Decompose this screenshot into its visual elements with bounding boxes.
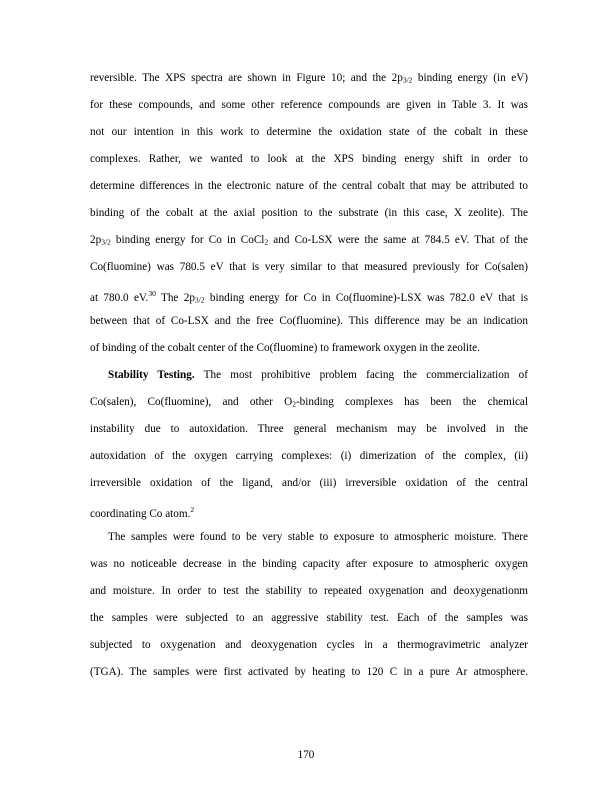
body-text-line [90,233,528,250]
body-text-line: of binding of the cobalt center of the Co(fluomine) to framework oxygen in the zeolite. [90,342,480,354]
text-run: 2p [90,234,102,246]
citation-superscript: 30 [148,289,156,298]
page-number: 170 [297,749,315,761]
body-text-line: The samples were found to be very stable to exposure to atmospheric moisture. There [108,531,528,543]
subscript: 3/2 [101,237,111,247]
citation-superscript: 2 [190,505,195,514]
body-text-line [90,395,528,412]
body-text-line: binding of the cobalt at the axial position to the substrate (in this case, X zeolite). The [90,207,528,219]
body-text-line: subjected to oxygenation and deoxygenation cycles in a thermogravimetric analyzer [90,639,528,651]
body-text-line [90,368,528,382]
text-run: The most prohibitive problem facing the commercialization of [194,369,528,381]
body-text-line: between that of Co-LSX and the free Co(fluomine). This difference may be an indication [90,315,528,327]
body-text-line: and moisture. In order to test the stability to repeated oxygenation and deoxygenationm [90,585,528,597]
section-heading: Stability Testing. [108,369,195,381]
body-text-line [90,71,528,88]
body-text-line: Co(fluomine) was 780.5 eV that is very similar to that measured previously for Co(salen) [90,261,528,273]
body-text-line: not our intention in this work to determine the oxidation state of the cobalt in these [90,126,528,138]
body-text-line: the samples were subjected to an aggressive stability test. Each of the samples was [90,612,528,624]
body-text-line: instability due to autoxidation. Three general mechanism may be involved in the [90,423,528,435]
body-text-line: irreversible oxidation of the ligand, and/or (iii) irreversible oxidation of the central [90,477,528,489]
text-run: The 2p [155,292,195,304]
subscript: 3/2 [402,75,413,85]
body-text-line: determine differences in the electronic nature of the central cobalt that may be attributed to [90,180,528,192]
subscript: 2 [264,237,269,247]
text-run: and Co-LSX were the same at 784.5 eV. That of the [268,234,528,246]
body-text-line: (TGA). The samples were first activated by heating to 120 C in a pure Ar atmosphere. [90,666,528,678]
text-run: coordinating Co atom. [90,508,191,520]
text-run: binding energy for Co in Co(fluomine)-LSX was 782.0 eV that is [204,292,528,304]
body-text-line: for these compounds, and some other reference compounds are given in Table 3. It was [90,99,528,111]
text-run: reversible. The XPS spectra are shown in Figure 10; and the 2p [90,72,403,84]
body-text-line: complexes. Rather, we wanted to look at the XPS binding energy shift in order to [90,153,528,165]
text-run: Co(salen), Co(fluomine), and other O [90,396,293,408]
text-run: binding energy for Co in CoCl [110,234,265,246]
subscript: 3/2 [194,295,205,305]
body-text-line: autoxidation of the oxygen carrying complexes: (i) dimerization of the complex, (ii) [90,450,528,462]
text-run: binding energy (in eV) [412,72,528,84]
body-text-line: was no noticeable decrease in the binding capacity after exposure to atmospheric oxygen [90,558,528,570]
text-run: -binding complexes has been the chemical [295,396,528,408]
subscript: 2 [292,399,296,409]
body-text-line [90,287,528,308]
body-text-line [90,503,528,521]
text-run: at 780.0 eV. [90,292,149,304]
